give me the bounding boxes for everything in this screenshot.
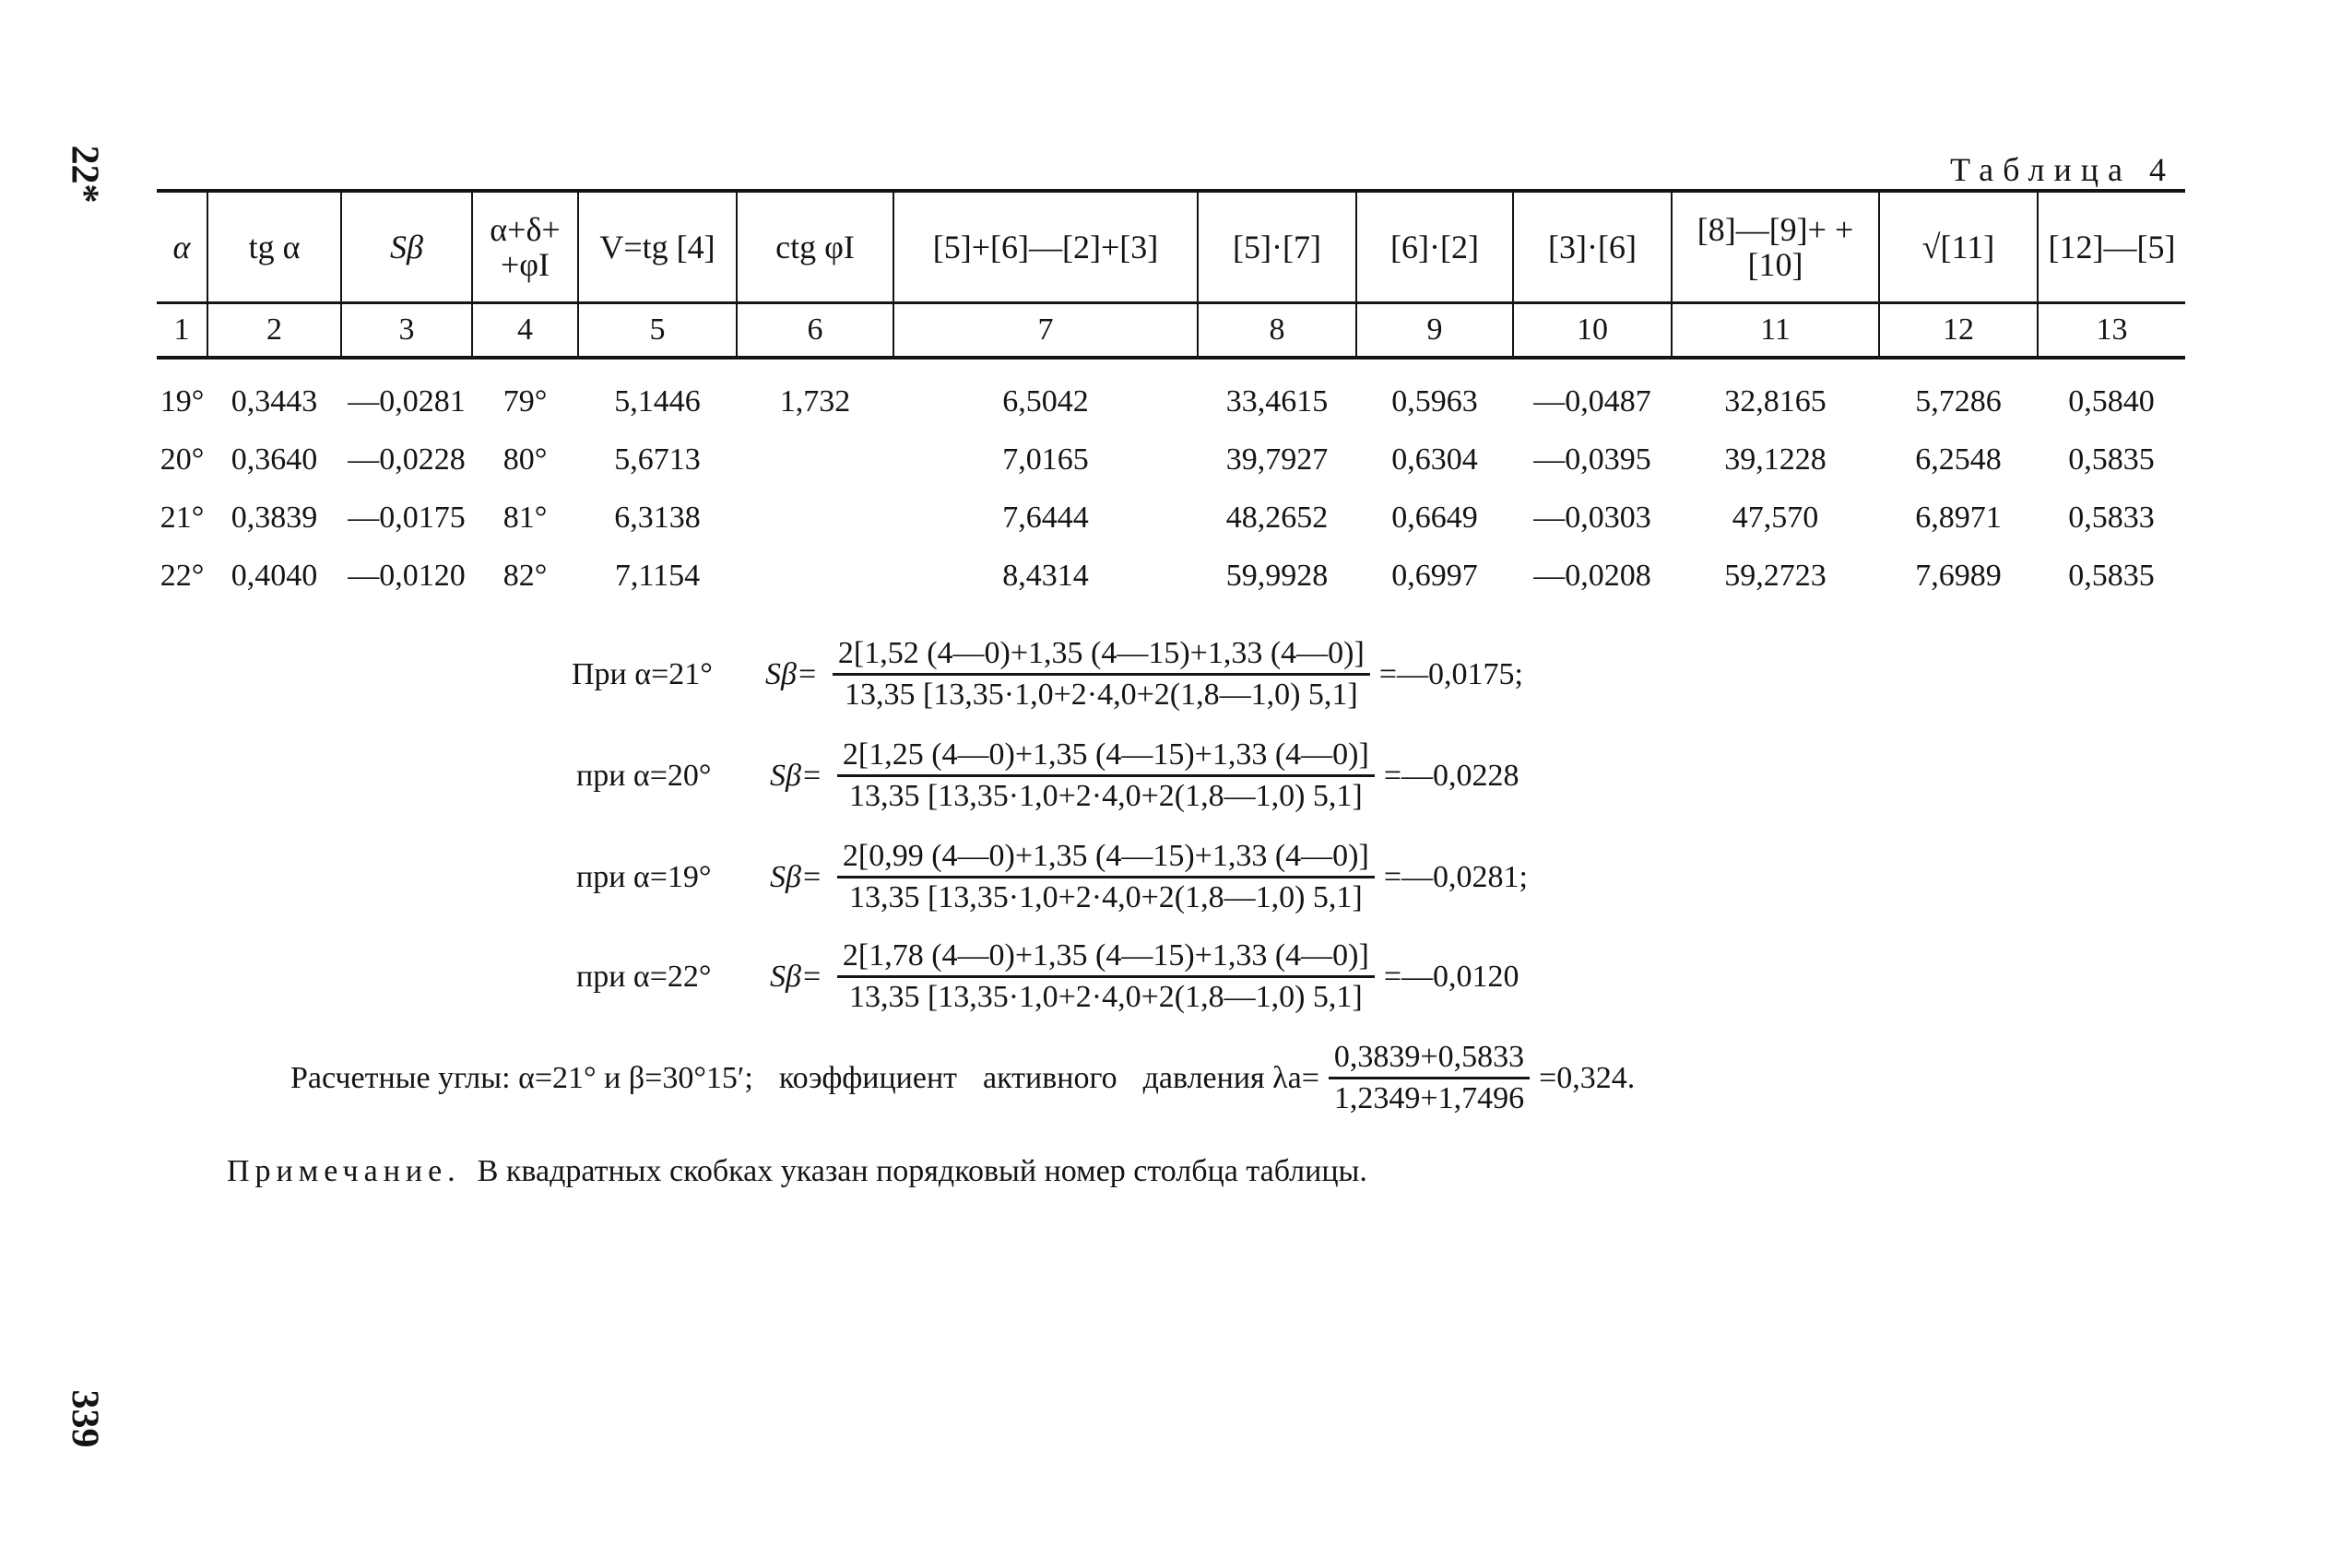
table-note — [227, 1154, 1367, 1189]
table-cell: 0,6997 — [1391, 558, 1478, 593]
header-cell: Sβ — [341, 191, 472, 303]
header-cell: [5]·[7] — [1198, 191, 1356, 303]
table-cell: 19° — [160, 383, 205, 419]
table-cell: 5,1446 — [614, 383, 701, 419]
table-cell: 39,7927 — [1225, 442, 1329, 477]
column-number: 4 — [472, 303, 578, 359]
note-heading: Примечание. — [227, 1154, 461, 1188]
formula-symbol: Sβ= — [770, 859, 822, 894]
formula-denominator: 13,35 [13,35·1,0+2·4,0+2(1,8—1,0) 5,1] — [848, 779, 1363, 813]
calc-text: коэффициент — [778, 1060, 958, 1095]
header-cell: √[11] — [1879, 191, 2038, 303]
table-cell: 80° — [502, 442, 548, 477]
table-cell: 1,732 — [779, 383, 851, 419]
table-cell: 82° — [502, 558, 548, 593]
formula-numerator: 2[1,52 (4—0)+1,35 (4—15)+1,33 (4—0)] — [833, 636, 1370, 676]
header-cell: α — [157, 191, 207, 303]
table-cell: 39,1228 — [1724, 442, 1827, 477]
table-cell: 0,5840 — [2068, 383, 2155, 419]
formula-fraction — [837, 737, 1375, 814]
column-number: 3 — [341, 303, 472, 359]
formula-result: =—0,0120 — [1383, 959, 1519, 994]
formula-fraction — [833, 636, 1370, 713]
header-cell: [5]+[6]—[2]+[3] — [893, 191, 1198, 303]
table-cell: —0,0228 — [348, 442, 466, 477]
column-number: 11 — [1672, 303, 1879, 359]
calc-fraction — [1329, 1040, 1530, 1116]
formula-alpha-20 — [576, 737, 1519, 814]
table-cell: —0,0175 — [348, 500, 466, 535]
formula-symbol: Sβ= — [770, 959, 822, 994]
page-number: 339 — [63, 1389, 106, 1448]
table-cell: 59,2723 — [1724, 558, 1827, 593]
formula-label: при α=22° — [576, 959, 712, 994]
table-cell: 5,6713 — [614, 442, 701, 477]
table-row — [157, 489, 2185, 547]
column-number: 8 — [1198, 303, 1356, 359]
formula-alpha-21 — [572, 636, 1523, 713]
table-cell: 8,4314 — [1002, 558, 1089, 593]
column-number: 5 — [578, 303, 737, 359]
table-cell: 6,8971 — [1915, 500, 2002, 535]
formula-numerator: 2[1,25 (4—0)+1,35 (4—15)+1,33 (4—0)] — [837, 737, 1375, 777]
formula-result: =—0,0228 — [1383, 758, 1519, 793]
table-row — [157, 547, 2185, 605]
formula-alpha-19 — [576, 839, 1528, 915]
calc-result: =0,324. — [1539, 1060, 1636, 1095]
page-header-mark: 22* — [63, 145, 106, 204]
design-angles-line — [290, 1040, 1635, 1116]
table-cell — [737, 489, 893, 547]
table-row — [157, 430, 2185, 489]
column-number: 12 — [1879, 303, 2038, 359]
table-cell: 79° — [502, 383, 548, 419]
table-cell: 0,3839 — [231, 500, 318, 535]
calc-text: давления λa= — [1142, 1060, 1319, 1095]
table-cell: 7,6444 — [1002, 500, 1089, 535]
formula-label: при α=20° — [576, 758, 712, 793]
table-cell: 0,5963 — [1391, 383, 1478, 419]
header-cell: [12]—[5] — [2038, 191, 2185, 303]
table-cell: 6,5042 — [1002, 383, 1089, 419]
formula-numerator: 2[0,99 (4—0)+1,35 (4—15)+1,33 (4—0)] — [837, 839, 1375, 878]
header-cell: [6]·[2] — [1356, 191, 1513, 303]
table-cell: —0,0487 — [1533, 383, 1651, 419]
formula-alpha-22 — [576, 938, 1519, 1015]
table-cell: 59,9928 — [1225, 558, 1329, 593]
calc-text: Расчетные углы: α=21° и β=30°15′; — [290, 1060, 753, 1095]
table-cell: 5,7286 — [1915, 383, 2002, 419]
table-cell: —0,0303 — [1533, 500, 1651, 535]
formula-denominator: 13,35 [13,35·1,0+2·4,0+2(1,8—1,0) 5,1] — [844, 678, 1358, 712]
table-caption: Таблица 4 — [1950, 151, 2175, 188]
table-cell: 48,2652 — [1225, 500, 1329, 535]
formula-label: При α=21° — [572, 656, 713, 691]
table-cell: 0,4040 — [231, 558, 318, 593]
table-cell: 21° — [160, 500, 205, 535]
formula-fraction — [837, 938, 1375, 1015]
formula-numerator: 2[1,78 (4—0)+1,35 (4—15)+1,33 (4—0)] — [837, 938, 1375, 978]
table-cell: 81° — [502, 500, 548, 535]
table-cell: 0,3640 — [231, 442, 318, 477]
column-number: 6 — [737, 303, 893, 359]
formula-denominator: 13,35 [13,35·1,0+2·4,0+2(1,8—1,0) 5,1] — [848, 880, 1363, 914]
formula-label: при α=19° — [576, 859, 712, 894]
table-cell: 47,570 — [1732, 500, 1819, 535]
table-cell: 22° — [160, 558, 205, 593]
data-table — [157, 189, 2185, 605]
table-cell — [737, 547, 893, 605]
column-number: 9 — [1356, 303, 1513, 359]
note-text: В квадратных скобках указан порядковый номер столбца таблицы. — [477, 1154, 1367, 1188]
table-cell: 0,6304 — [1391, 442, 1478, 477]
header-cell: [3]·[6] — [1513, 191, 1672, 303]
header-cell: ctg φI — [737, 191, 893, 303]
table-cell: 0,5835 — [2068, 442, 2155, 477]
column-number: 10 — [1513, 303, 1672, 359]
header-cell: α+δ+ +φI — [472, 191, 578, 303]
column-number: 13 — [2038, 303, 2185, 359]
formula-result: =—0,0175; — [1378, 656, 1523, 691]
calc-denominator: 1,2349+1,7496 — [1333, 1081, 1525, 1115]
table-cell: —0,0120 — [348, 558, 466, 593]
table-cell: 6,3138 — [614, 500, 701, 535]
header-cell: V=tg [4] — [578, 191, 737, 303]
calc-numerator: 0,3839+0,5833 — [1329, 1040, 1530, 1079]
table-cell: 0,5833 — [2068, 500, 2155, 535]
formula-fraction — [837, 839, 1375, 915]
formula-symbol: Sβ= — [770, 758, 822, 793]
table-cell: 20° — [160, 442, 205, 477]
table-cell: 7,0165 — [1002, 442, 1089, 477]
table-cell: 0,5835 — [2068, 558, 2155, 593]
column-number: 7 — [893, 303, 1198, 359]
table-cell: 33,4615 — [1225, 383, 1329, 419]
table-cell: 7,6989 — [1915, 558, 2002, 593]
table-cell: 32,8165 — [1724, 383, 1827, 419]
table-cell: —0,0208 — [1533, 558, 1651, 593]
table-row — [157, 358, 2185, 430]
formula-denominator: 13,35 [13,35·1,0+2·4,0+2(1,8—1,0) 5,1] — [848, 980, 1363, 1014]
header-cell: [8]—[9]+ +[10] — [1672, 191, 1879, 303]
column-number: 1 — [157, 303, 207, 359]
column-number: 2 — [207, 303, 341, 359]
formula-result: =—0,0281; — [1383, 859, 1528, 894]
table-cell: —0,0281 — [348, 383, 466, 419]
table-cell: 0,6649 — [1391, 500, 1478, 535]
table-cell: 0,3443 — [231, 383, 318, 419]
table-cell: —0,0395 — [1533, 442, 1651, 477]
header-cell: tg α — [207, 191, 341, 303]
formula-symbol: Sβ= — [765, 656, 818, 691]
table-cell: 7,1154 — [614, 558, 701, 593]
table-cell — [737, 430, 893, 489]
table-cell: 6,2548 — [1915, 442, 2002, 477]
calc-text: активного — [983, 1060, 1117, 1095]
